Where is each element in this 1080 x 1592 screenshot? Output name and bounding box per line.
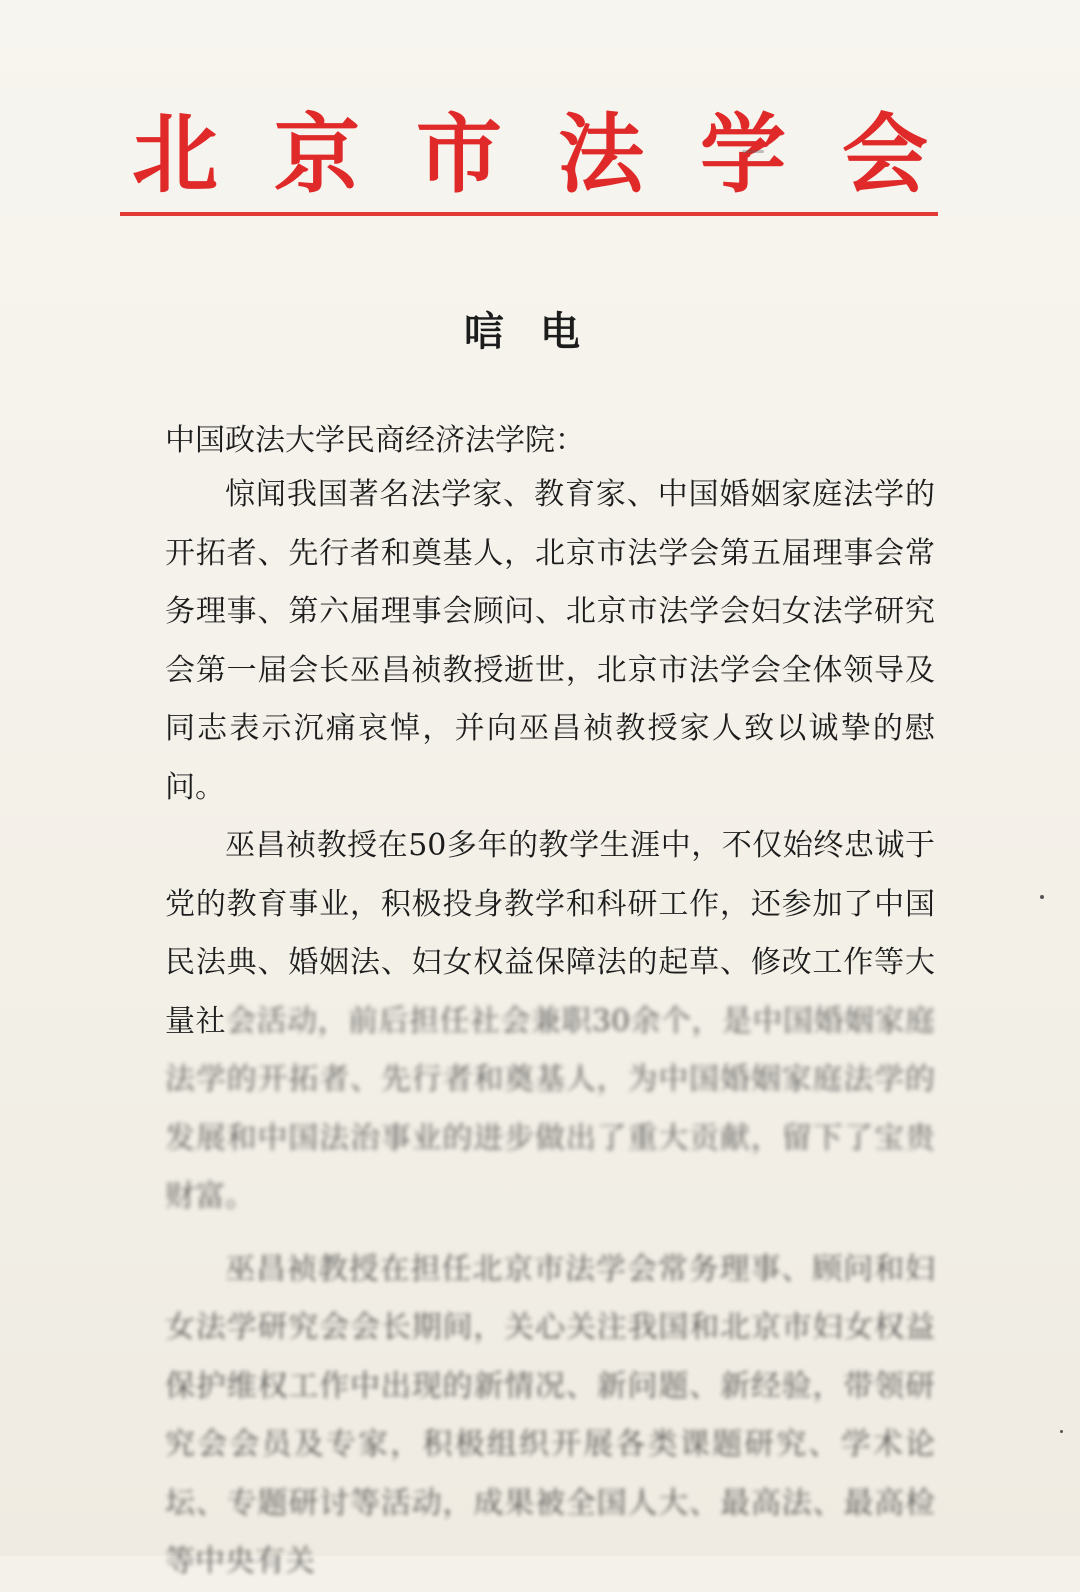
scan-speck (742, 150, 764, 153)
letterhead-char: 法 (558, 105, 644, 205)
letterhead-divider (120, 212, 938, 216)
letterhead-char: 北 (132, 105, 218, 205)
paragraph-condolence: 惊闻我国著名法学家、教育家、中国婚姻家庭法学的开拓者、先行者和奠基人，北京市法学会第五届理事会常务理事、第六届理事会顾问、北京市法学会妇女法学研究会第一届会长巫昌祯教授逝世，北京市法学会全体领导及同志表示沉痛哀悼，并向巫昌祯教授家人致以诚挚的慰问。 (165, 477, 935, 805)
letterhead-char: 京 (274, 105, 360, 205)
letterhead-char: 学 (700, 105, 786, 205)
letterhead-char: 会 (842, 105, 928, 205)
letter-body (165, 466, 935, 1592)
paragraph-career-blurred: 会活动，前后担任社会兼职30余个，是中国婚姻家庭法学的开拓者、先行者和奠基人，为中国婚姻家庭法学的发展和中国法治事业的进步做出了重大贡献，留下了宝贵财富。 (165, 1003, 935, 1214)
letterhead-char: 市 (416, 105, 502, 205)
scan-speck (1060, 1430, 1063, 1433)
paragraph-career (165, 817, 935, 1227)
scan-speck (1040, 895, 1044, 899)
letterhead-organization (120, 92, 940, 205)
addressee: 中国政法大学民商经济法学院： (165, 423, 585, 458)
paragraph-service-blurred: 巫昌祯教授在担任北京市法学会常务理事、顾问和妇女法学研究会会长期间，关心关注我国和北京市妇女权益保护维权工作中出现的新情况、新问题、新经验，带领研究会会员及专家，积极组织开展各类课题研究、学术论坛、专题研讨等活动，成果被全国人大、最高法、最高检等中央有关 (165, 1251, 935, 1579)
document-title: 唁电 (464, 308, 616, 355)
paragraph-career-visible: 巫昌祯教授在50多年的教学生涯中，不仅始终忠诚于党的教育事业，积极投身教学和科研工作，还参加了中国民法典、婚姻法、妇女权益保障法的起草、修改工作等大量社 (165, 828, 935, 1039)
